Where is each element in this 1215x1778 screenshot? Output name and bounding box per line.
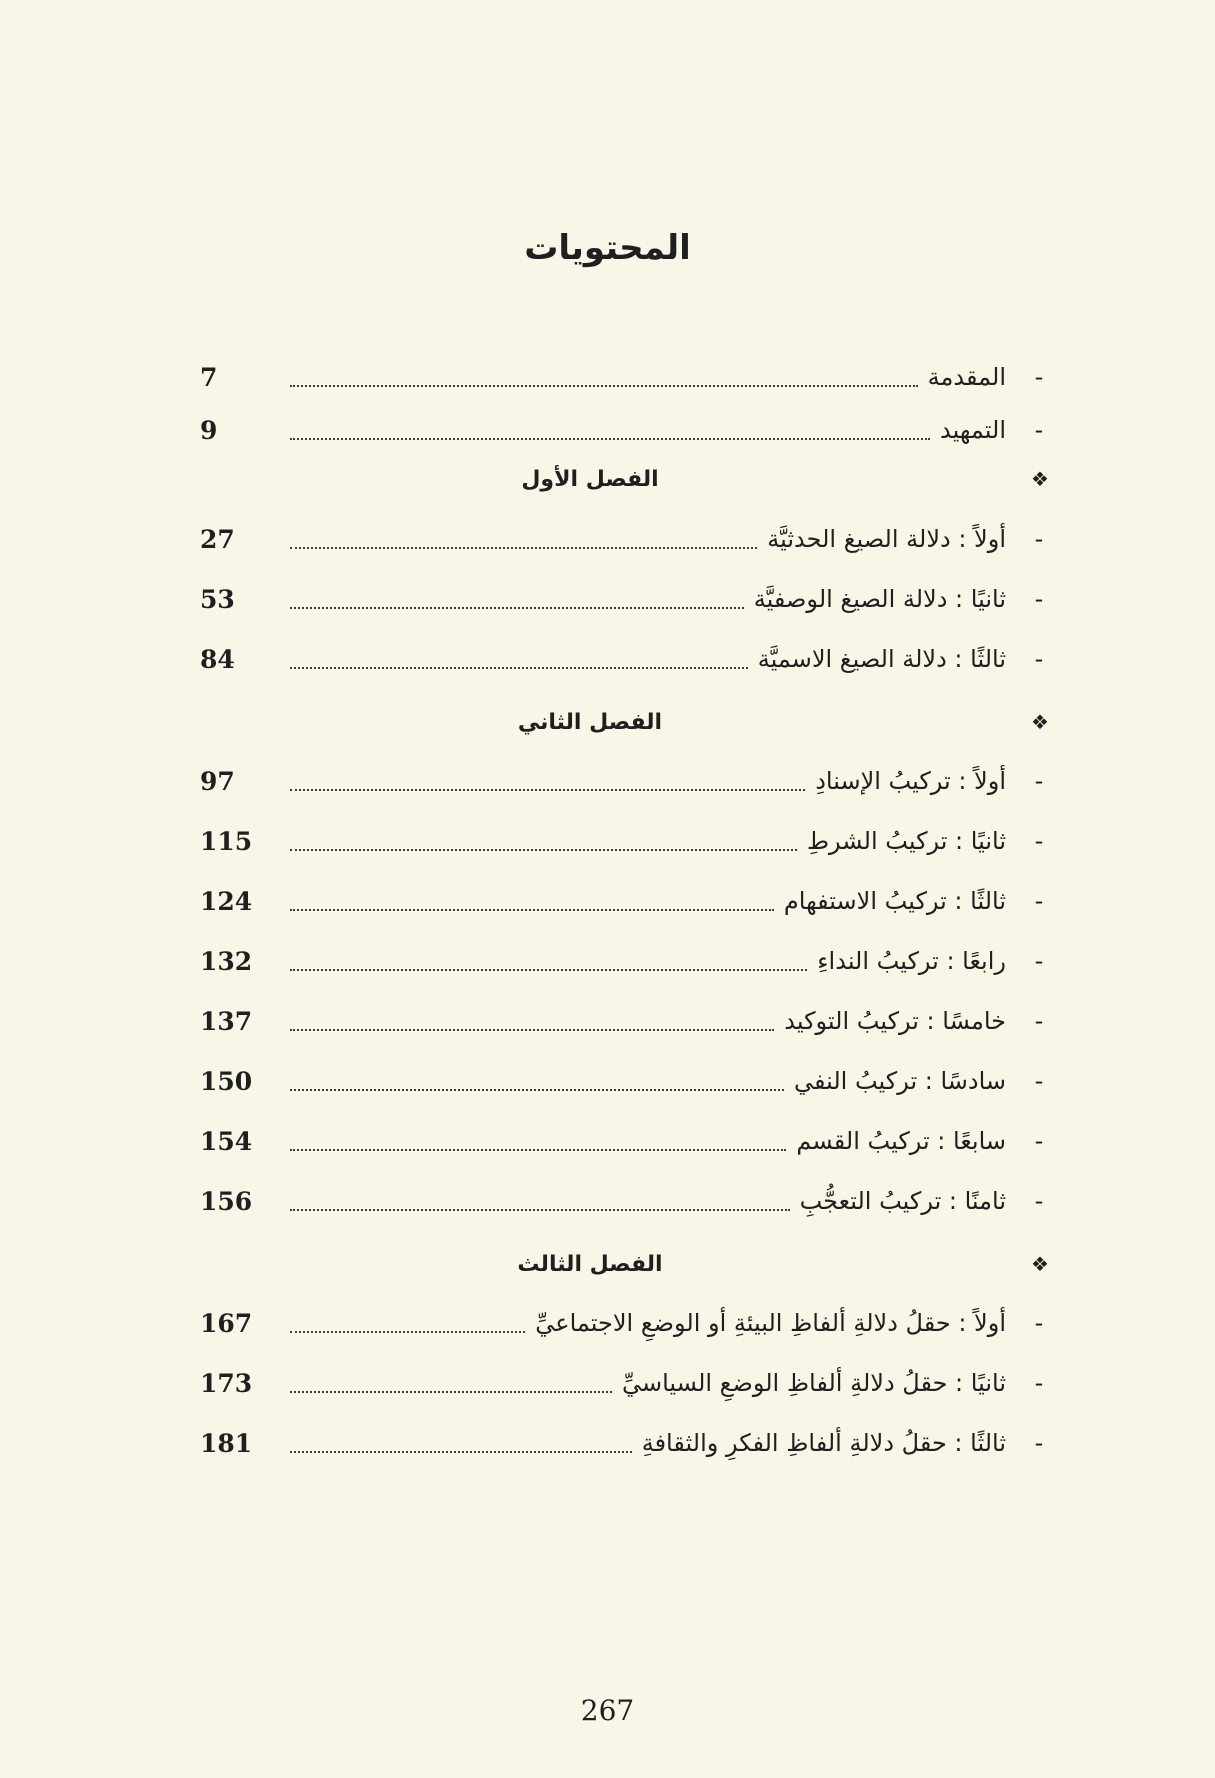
toc-entry-label: ثامنًا : تركيبُ التعجُّبِ xyxy=(799,1187,1006,1215)
dash-marker: - xyxy=(1034,525,1044,553)
leader-dots xyxy=(290,788,805,791)
toc-entry-label: ثالثًا : دلالة الصيغ الاسميَّة xyxy=(757,645,1006,673)
diamond-bullet-icon: ❖ xyxy=(1031,1252,1049,1276)
toc-entry[interactable] xyxy=(200,939,1060,983)
chapter-title: الفصل الأول xyxy=(521,466,659,492)
toc-entry-page: 132 xyxy=(200,946,253,976)
toc-entry-label: أولاً : دلالة الصيغ الحدثيَّة xyxy=(767,525,1006,553)
toc-entry-page: 137 xyxy=(200,1006,253,1036)
toc-entry-page: 7 xyxy=(200,362,218,392)
dash-marker: - xyxy=(1034,887,1044,915)
leader-dots xyxy=(290,437,930,440)
toc-entry[interactable] xyxy=(200,759,1060,803)
dash-marker: - xyxy=(1034,1127,1044,1155)
toc-entry[interactable] xyxy=(200,1361,1060,1405)
leader-dots xyxy=(290,546,757,549)
toc-entry-page: 181 xyxy=(200,1428,253,1458)
toc-entry-page: 84 xyxy=(200,644,235,674)
leader-dots xyxy=(290,968,807,971)
toc-entry[interactable] xyxy=(200,517,1060,561)
toc-entry[interactable] xyxy=(200,1059,1060,1103)
toc-entry-page: 97 xyxy=(200,766,235,796)
leader-dots xyxy=(290,1088,784,1091)
dash-marker: - xyxy=(1034,1369,1044,1397)
toc-entry-page: 173 xyxy=(200,1368,253,1398)
toc-entry-label: ثالثًا : حقلُ دلالةِ ألفاظِ الفكرِ والثقافةِ xyxy=(641,1429,1006,1457)
toc-entry[interactable] xyxy=(200,1179,1060,1223)
toc-entry-page: 53 xyxy=(200,584,235,614)
dash-marker: - xyxy=(1034,767,1044,795)
dash-marker: - xyxy=(1034,947,1044,975)
toc-entry-page: 150 xyxy=(200,1066,253,1096)
dash-marker: - xyxy=(1034,1187,1044,1215)
toc-entry-label: خامسًا : تركيبُ التوكيد xyxy=(784,1007,1006,1035)
leader-dots xyxy=(290,1450,632,1453)
dash-marker: - xyxy=(1034,645,1044,673)
chapter-heading-3 xyxy=(200,1244,1060,1284)
dash-marker: - xyxy=(1034,1309,1044,1337)
page-number: 267 xyxy=(580,1694,635,1727)
toc-entry-preface[interactable] xyxy=(200,408,1060,452)
leader-dots xyxy=(290,1028,774,1031)
toc-entry-page: 9 xyxy=(200,415,218,445)
dash-marker: - xyxy=(1034,416,1044,444)
toc-entry[interactable] xyxy=(200,1421,1060,1465)
toc-entry-label: ثانيًا : حقلُ دلالةِ ألفاظِ الوضعِ السياسيِّ xyxy=(621,1369,1006,1397)
toc-entry[interactable] xyxy=(200,577,1060,621)
leader-dots xyxy=(290,848,797,851)
dash-marker: - xyxy=(1034,1067,1044,1095)
toc-entry-page: 124 xyxy=(200,886,253,916)
toc-entry[interactable] xyxy=(200,637,1060,681)
leader-dots xyxy=(290,606,744,609)
toc-entry-page: 115 xyxy=(200,826,253,856)
dash-marker: - xyxy=(1034,363,1044,391)
dash-marker: - xyxy=(1034,1429,1044,1457)
diamond-bullet-icon: ❖ xyxy=(1031,467,1049,491)
leader-dots xyxy=(290,1148,786,1151)
toc-entry-page: 167 xyxy=(200,1308,253,1338)
toc-entry-label: ثانيًا : تركيبُ الشرطِ xyxy=(806,827,1006,855)
toc-entry-label: سادسًا : تركيبُ النفي xyxy=(793,1067,1006,1095)
leader-dots xyxy=(290,384,918,387)
chapter-title: الفصل الثالث xyxy=(517,1251,663,1277)
leader-dots xyxy=(290,908,774,911)
dash-marker: - xyxy=(1034,1007,1044,1035)
toc-entry[interactable] xyxy=(200,999,1060,1043)
toc-entry[interactable] xyxy=(200,1301,1060,1345)
toc-entry-introduction[interactable] xyxy=(200,355,1060,399)
diamond-bullet-icon: ❖ xyxy=(1031,710,1049,734)
toc-entry[interactable] xyxy=(200,879,1060,923)
leader-dots xyxy=(290,666,748,669)
dash-marker: - xyxy=(1034,585,1044,613)
toc-entry-label: المقدمة xyxy=(927,363,1006,391)
chapter-heading-1 xyxy=(200,459,1060,499)
dash-marker: - xyxy=(1034,827,1044,855)
toc-entry-label: ثانيًا : دلالة الصيغ الوصفيَّة xyxy=(753,585,1006,613)
leader-dots xyxy=(290,1330,525,1333)
table-of-contents xyxy=(200,355,1060,1495)
toc-entry-label: التمهيد xyxy=(940,416,1006,444)
toc-entry-label: ثالثًا : تركيبُ الاستفهام xyxy=(783,887,1006,915)
chapter-title: الفصل الثاني xyxy=(517,709,663,735)
toc-entry-page: 156 xyxy=(200,1186,253,1216)
toc-entry-label: أولاً : تركيبُ الإسنادِ xyxy=(815,767,1006,795)
toc-entry-page: 27 xyxy=(200,524,235,554)
toc-entry-page: 154 xyxy=(200,1126,253,1156)
leader-dots xyxy=(290,1390,612,1393)
toc-entry[interactable] xyxy=(200,819,1060,863)
toc-entry-label: سابعًا : تركيبُ القسم xyxy=(796,1127,1006,1155)
chapter-heading-2 xyxy=(200,702,1060,742)
toc-entry-label: أولاً : حقلُ دلالةِ ألفاظِ البيئةِ أو الوضعِ الاجتماعيِّ xyxy=(535,1309,1006,1337)
leader-dots xyxy=(290,1208,790,1211)
page-title: المحتويات xyxy=(524,228,691,268)
toc-entry[interactable] xyxy=(200,1119,1060,1163)
toc-entry-label: رابعًا : تركيبُ النداءِ xyxy=(817,947,1006,975)
